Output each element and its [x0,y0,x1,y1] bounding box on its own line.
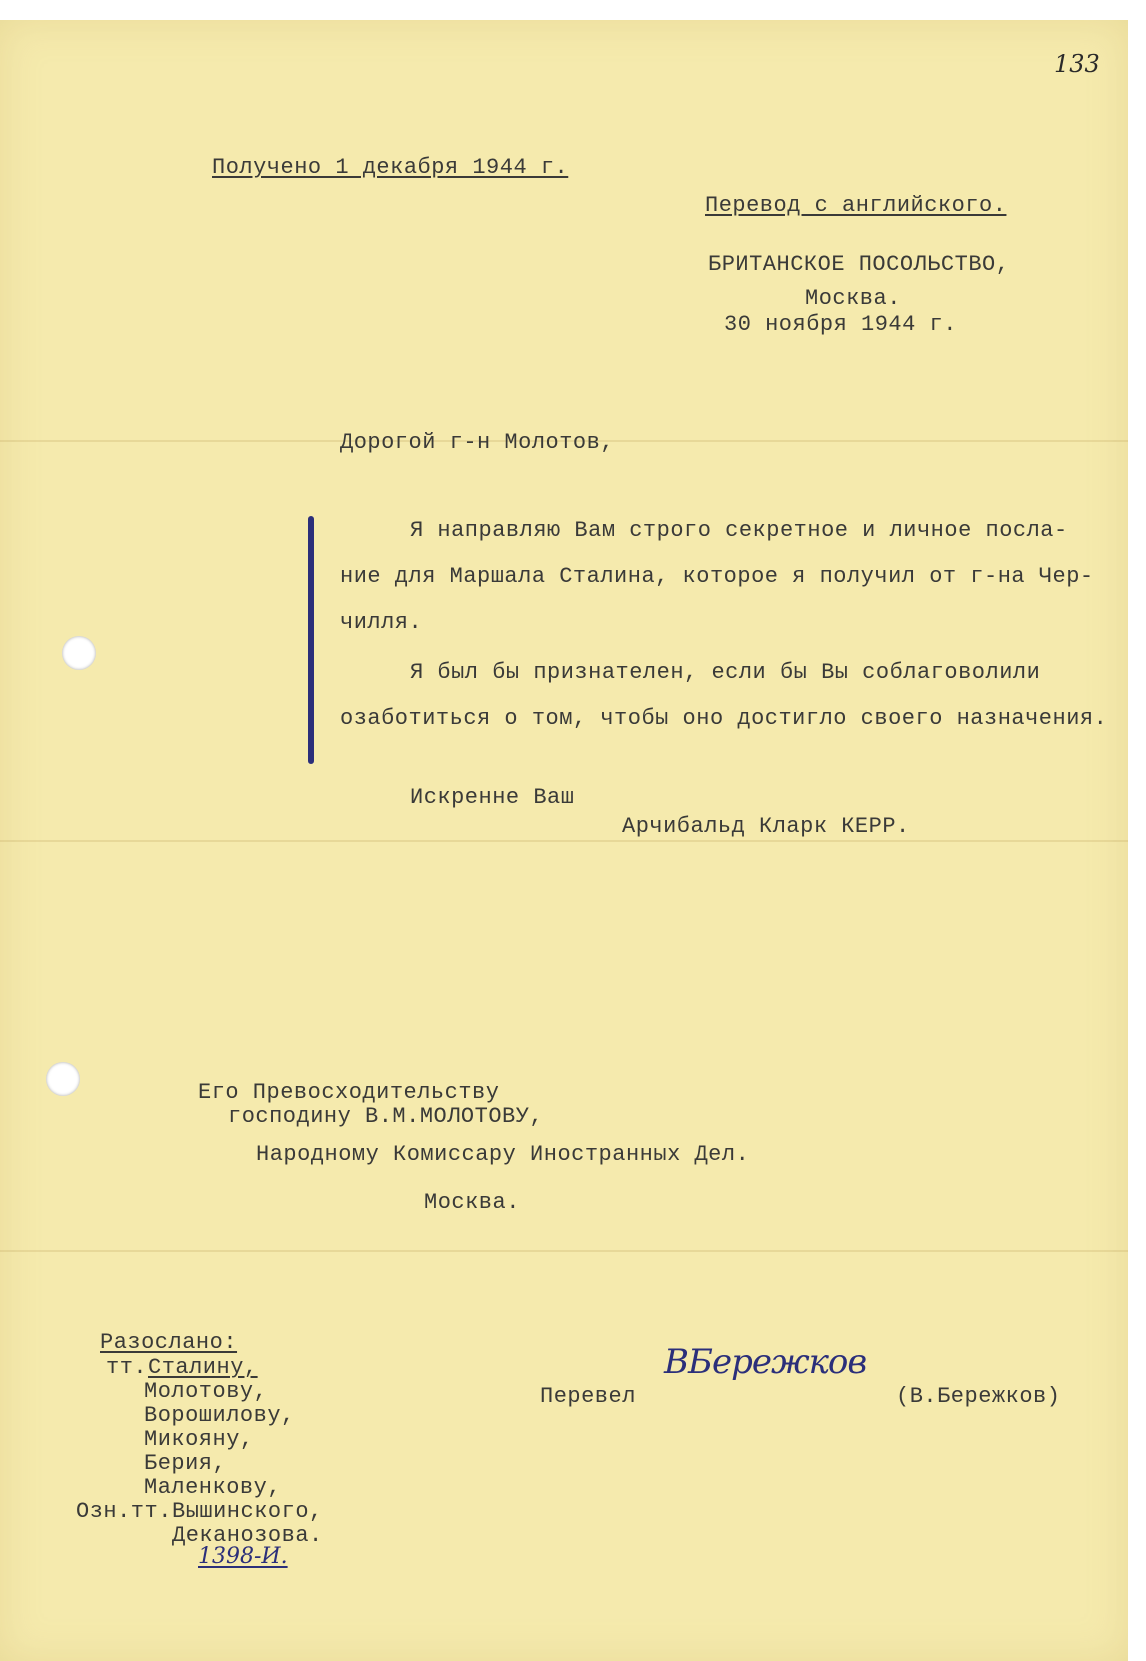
salutation: Дорогой г-н Молотов, [340,430,615,455]
fold-line [0,840,1128,842]
body-line: ние для Маршала Сталина, которое я получил от г-на Чер- [340,564,1094,589]
body-line: озаботиться о том, чтобы оно достигло своего назначения. [340,706,1108,731]
punch-hole [46,1062,80,1096]
signature-text: ВБережков [664,1342,867,1382]
sender-date: 30 ноября 1944 г. [724,312,957,337]
translator-name: (В.Бережков) [896,1384,1061,1409]
distribution-recipient: Ворошилову, [144,1403,295,1428]
closing: Искренне Ваш [410,785,575,810]
distribution-heading: Разослано: [100,1330,238,1355]
distribution-recipient: Микояну, [144,1427,254,1452]
sender-org: БРИТАНСКОЕ ПОСОЛЬСТВО, [708,252,1010,277]
translation-note: Перевод с английского. [705,193,1007,218]
signature-name: Арчибальд Кларк КЕРР. [622,814,910,839]
ozn-prefix: Озн.тт. [76,1499,172,1524]
body-line: Я был бы признателен, если бы Вы соблаговолили [410,660,1041,685]
sender-city: Москва. [805,286,901,311]
received-date: Получено 1 декабря 1944 г. [212,155,569,180]
body-line: Я направляю Вам строго секретное и личное посла- [410,518,1068,543]
addressee-line: господину В.М.МОЛОТОВУ, [228,1104,544,1129]
document-page [0,20,1128,1661]
distribution-recipient: Сталину, [148,1355,258,1380]
distribution-recipient: Берия, [144,1451,227,1476]
fold-line [0,1250,1128,1252]
translator-signature [664,1342,866,1382]
translator-label: Перевел [540,1384,636,1409]
addressee-line: Народному Комиссару Иностранных Дел. [256,1142,750,1167]
page-number: 133 [1054,50,1100,78]
distribution-recipient: Маленкову, [144,1475,282,1500]
ozn-recipient: Вышинского, [172,1499,323,1524]
punch-hole [62,636,96,670]
registration-number: 1398-И. [198,1544,288,1569]
addressee-line: Его Превосходительству [198,1080,500,1105]
ozn-recipient: Деканозова. [172,1523,323,1548]
pen-margin-mark [308,516,314,764]
distribution-recipient: Молотову, [144,1379,268,1404]
body-line: чилля. [340,610,423,635]
addressee-line: Москва. [424,1190,520,1215]
distribution-prefix: тт. [106,1355,148,1380]
